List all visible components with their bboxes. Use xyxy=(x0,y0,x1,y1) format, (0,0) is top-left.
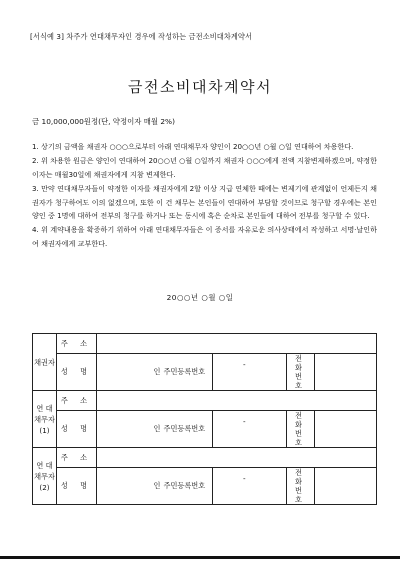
name-label: 성 명 xyxy=(57,411,97,448)
creditor-seal[interactable]: 인 xyxy=(97,354,163,391)
contract-date: 20○○년 ○월 ○일 xyxy=(166,293,234,302)
creditor-name-row xyxy=(33,354,377,391)
creditor-label: 채권자 xyxy=(33,334,57,391)
clause-3: 3. 만약 연대채무자들이 약정한 이자를 채권자에게 2할 이상 지급 연체한 때에는 변제기에 관계없이 언제든지 채권자가 청구하여도 이의 없겠으며, 또한 이 건 채무는 본인들이 연대하여 부담할 것이므로 청구할 경우에는 본인 양인 중 1명에 대하여 전부의 청구를 하거나 또는 동시에 혹은 순차로 본인들에 대하여 전부를 청구할 수 있다. xyxy=(32,183,377,221)
name-label: 성 명 xyxy=(57,468,97,505)
loan-amount: 금 10,000,000원정(단, 약정이자 매월 2%) xyxy=(32,117,175,126)
page-bottom-border xyxy=(0,556,400,559)
debtor1-phone-field[interactable] xyxy=(315,411,377,448)
id-dash: - xyxy=(243,474,246,483)
clause-1: 1. 상기의 금액을 채권자 ○○○으로부터 아래 연대채무자 양인이 20○○년 ○월 ○일 연대하여 차용한다. xyxy=(32,142,354,151)
debtor1-address-row xyxy=(33,391,377,411)
debtor1-name-row xyxy=(33,411,377,448)
creditor-phone-field[interactable] xyxy=(315,354,377,391)
debtor2-phone-field[interactable] xyxy=(315,468,377,505)
phone-label: 전 화 번 호 xyxy=(287,468,315,505)
debtor1-id-field[interactable] xyxy=(213,411,287,448)
form-header: [서식예 3] 차주가 연대채무자인 경우에 작성하는 금전소비대차계약서 xyxy=(30,32,252,41)
id-dash: - xyxy=(243,360,246,369)
contract-clauses xyxy=(32,140,377,251)
clause-4: 4. 위 계약내용을 확증하기 위하여 아래 연대채무자들은 이 증서를 자유로운 의사상태에서 작성하고 서명·날인하여 채권자에게 교부한다. xyxy=(32,225,377,248)
name-label: 성 명 xyxy=(57,354,97,391)
parties-table xyxy=(32,333,377,505)
phone-label: 전 화 번 호 xyxy=(287,411,315,448)
creditor-id-field[interactable] xyxy=(213,354,287,391)
debtor2-id-field[interactable] xyxy=(213,468,287,505)
debtor2-address-row xyxy=(33,448,377,468)
id-number-label: 주민등록번호 xyxy=(163,411,213,448)
creditor-address-row xyxy=(33,334,377,354)
debtor2-label: 연 대 채무자 (2) xyxy=(33,448,57,505)
address-label: 주 소 xyxy=(57,334,97,354)
debtor2-address-field[interactable] xyxy=(97,448,377,468)
address-label: 주 소 xyxy=(57,391,97,411)
id-number-label: 주민등록번호 xyxy=(163,354,213,391)
document-title: 금전소비대차계약서 xyxy=(128,78,272,96)
debtor2-seal[interactable]: 인 xyxy=(97,468,163,505)
debtor1-label: 연 대 채무자 (1) xyxy=(33,391,57,448)
debtor1-seal[interactable]: 인 xyxy=(97,411,163,448)
address-label: 주 소 xyxy=(57,448,97,468)
clause-2: 2. 위 차용한 원금은 양인이 연대하여 20○○년 ○월 ○일까지 채권자 ○○○에게 전액 지참변제하겠으며, 약정한 이자는 매월30일에 채권자에게 지참 변제한다. xyxy=(32,156,377,179)
id-number-label: 주민등록번호 xyxy=(163,468,213,505)
debtor1-address-field[interactable] xyxy=(97,391,377,411)
id-dash: - xyxy=(243,417,246,426)
phone-label: 전 화 번 호 xyxy=(287,354,315,391)
creditor-address-field[interactable] xyxy=(97,334,377,354)
debtor2-name-row xyxy=(33,468,377,505)
